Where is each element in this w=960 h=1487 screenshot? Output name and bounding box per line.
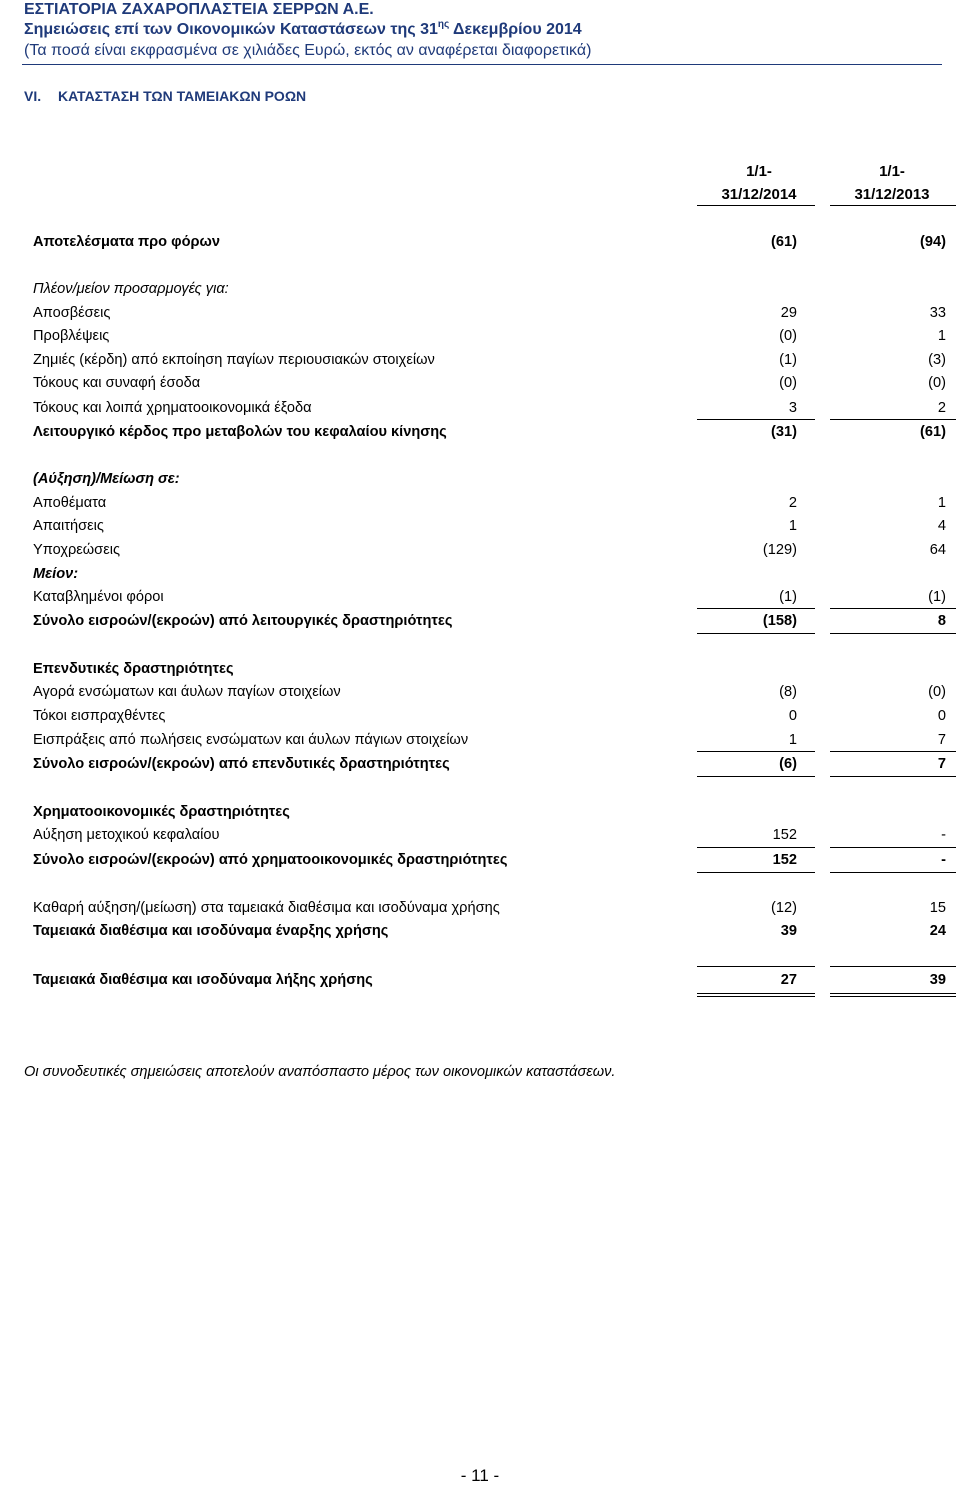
row-label: Μείον:	[33, 566, 79, 582]
row-value-2013: -	[941, 827, 946, 843]
table-row	[0, 968, 960, 992]
row-value-2013: (3)	[928, 352, 946, 368]
table-row	[0, 491, 960, 515]
row-value-2013: 39	[929, 972, 946, 988]
row-value-2014: (31)	[771, 424, 797, 440]
row-label: Λειτουργικό κέρδος προ μεταβολών του κεφαλαίου κίνησης	[33, 424, 447, 440]
row-value-2013: 33	[929, 305, 946, 321]
row-label: Πλέον/μείον προσαρμογές για:	[33, 281, 229, 297]
table-row	[0, 609, 960, 633]
row-value-2014: (1)	[779, 352, 797, 368]
table-row	[0, 538, 960, 562]
row-value-2014: (61)	[771, 234, 797, 250]
column-header-rule-2013	[830, 205, 956, 206]
table-row	[0, 396, 960, 420]
table-row	[0, 324, 960, 348]
notes-title-post: Δεκεμβρίου 2014	[449, 21, 582, 38]
table-row	[0, 420, 960, 444]
row-label: Καταβλημένοι φόροι	[33, 589, 164, 605]
row-value-2014: 152	[772, 852, 797, 868]
table-row	[0, 562, 960, 586]
company-title: ΕΣΤΙΑΤΟΡΙΑ ΖΑΧΑΡΟΠΛΑΣΤΕΙΑ ΣΕΡΡΩΝ Α.Ε.	[24, 1, 374, 18]
double-total-rule	[697, 993, 815, 994]
table-row	[0, 800, 960, 824]
column-header-2013-line1: 1/1-	[879, 163, 905, 180]
column-header-2013-line2: 31/12/2013	[854, 186, 930, 203]
row-value-2013: (0)	[928, 684, 946, 700]
subtotal-rule	[830, 966, 956, 967]
table-row	[0, 848, 960, 872]
notes-title	[24, 20, 582, 40]
total-rule	[830, 633, 956, 634]
row-label: Τόκους και συναφή έσοδα	[33, 375, 201, 391]
row-label: Ταμειακά διαθέσιμα και ισοδύναμα έναρξης χρήσης	[33, 923, 389, 939]
table-row	[0, 823, 960, 847]
row-label: Εισπράξεις από πωλήσεις ενσώματων και άυλων πάγιων στοιχείων	[33, 732, 469, 748]
row-label: Επενδυτικές δραστηριότητες	[33, 661, 234, 677]
double-total-rule	[697, 996, 815, 997]
table-row	[0, 301, 960, 325]
table-row	[0, 919, 960, 943]
row-label: Υποχρεώσεις	[33, 542, 120, 558]
row-value-2013: 15	[929, 900, 946, 916]
row-value-2014: (129)	[762, 542, 797, 558]
row-value-2014: 27	[780, 972, 797, 988]
row-value-2013: 2	[937, 400, 946, 416]
subtotal-rule	[697, 966, 815, 967]
row-value-2013: 24	[929, 923, 946, 939]
row-label: (Αύξηση)/Μείωση σε:	[33, 471, 180, 487]
units-note: (Τα ποσά είναι εκφρασμένα σε χιλιάδες Ευρώ, εκτός αν αναφέρεται διαφορετικά)	[24, 42, 592, 59]
row-value-2013: (61)	[920, 424, 946, 440]
row-value-2014: 3	[788, 400, 797, 416]
row-value-2014: 152	[772, 827, 797, 843]
header-divider	[22, 64, 942, 65]
table-row	[0, 585, 960, 609]
section-number: VI.	[24, 88, 42, 104]
table-row	[0, 680, 960, 704]
total-rule	[697, 776, 815, 777]
row-value-2014: 1	[788, 732, 797, 748]
row-value-2014: (1)	[779, 589, 797, 605]
column-header-rule-2014	[697, 205, 815, 206]
row-label: Καθαρή αύξηση/(μείωση) στα ταμειακά διαθέσιμα και ισοδύναμα χρήσης	[33, 900, 500, 916]
column-header-2014-line1: 1/1-	[746, 163, 772, 180]
section-heading	[24, 88, 306, 104]
double-total-rule	[830, 993, 956, 994]
row-value-2014: (6)	[779, 756, 797, 772]
row-label: Αποτελέσματα προ φόρων	[33, 234, 220, 250]
row-label: Αγορά ενσώματων και άυλων παγίων στοιχείων	[33, 684, 341, 700]
row-value-2013: 0	[937, 708, 946, 724]
row-value-2014: 0	[788, 708, 797, 724]
notes-title-pre: Σημειώσεις επί των Οικονομικών Καταστάσεων της 31	[24, 21, 438, 38]
section-title: ΚΑΤΑΣΤΑΣΗ ΤΩΝ ΤΑΜΕΙΑΚΩΝ ΡΟΩΝ	[58, 88, 307, 104]
table-row	[0, 514, 960, 538]
table-row	[0, 230, 960, 254]
table-row	[0, 752, 960, 776]
row-value-2014: (0)	[779, 375, 797, 391]
column-header-2014	[700, 160, 818, 206]
row-value-2013: 7	[937, 732, 946, 748]
row-label: Απαιτήσεις	[33, 518, 104, 534]
column-header-2013	[833, 160, 951, 206]
row-label: Αποθέματα	[33, 495, 107, 511]
table-row	[0, 371, 960, 395]
row-label: Τόκοι εισπραχθέντες	[33, 708, 166, 724]
row-label: Αύξηση μετοχικού κεφαλαίου	[33, 827, 220, 843]
page-number: - 11 -	[460, 1466, 500, 1485]
row-value-2014: 2	[788, 495, 797, 511]
total-rule	[830, 776, 956, 777]
row-value-2013: 7	[937, 756, 946, 772]
row-value-2013: 1	[937, 328, 946, 344]
table-row	[0, 896, 960, 920]
row-value-2014: (12)	[771, 900, 797, 916]
footnote: Οι συνοδευτικές σημειώσεις αποτελούν αναπόσπαστο μέρος των οικονομικών καταστάσεων.	[24, 1064, 616, 1080]
row-value-2014: 1	[788, 518, 797, 534]
column-header-2014-line2: 31/12/2014	[721, 186, 797, 203]
row-value-2013: -	[941, 852, 946, 868]
row-value-2013: 64	[929, 542, 946, 558]
double-total-rule	[830, 996, 956, 997]
notes-title-sup: ης	[437, 19, 450, 30]
row-label: Ταμειακά διαθέσιμα και ισοδύναμα λήξης χρήσης	[33, 972, 373, 988]
table-row	[0, 277, 960, 301]
table-row	[0, 704, 960, 728]
row-label: Τόκους και λοιπά χρηματοοικονομικά έξοδα	[33, 400, 312, 416]
row-value-2014: (8)	[779, 684, 797, 700]
table-row	[0, 657, 960, 681]
row-label: Σύνολο εισροών/(εκροών) από χρηματοοικονομικές δραστηριότητες	[33, 852, 508, 868]
row-value-2013: (0)	[928, 375, 946, 391]
row-value-2014: (0)	[779, 328, 797, 344]
row-value-2014: 39	[780, 923, 797, 939]
row-label: Σύνολο εισροών/(εκροών) από επενδυτικές δραστηριότητες	[33, 756, 450, 772]
row-label: Προβλέψεις	[33, 328, 110, 344]
total-rule	[697, 872, 815, 873]
row-value-2014: 29	[780, 305, 797, 321]
total-rule	[830, 872, 956, 873]
total-rule	[697, 633, 815, 634]
row-label: Αποσβέσεις	[33, 305, 111, 321]
row-label: Ζημιές (κέρδη) από εκποίηση παγίων περιουσιακών στοιχείων	[33, 352, 435, 368]
row-label: Σύνολο εισροών/(εκροών) από λειτουργικές δραστηριότητες	[33, 613, 453, 629]
row-value-2013: (94)	[920, 234, 946, 250]
row-label: Χρηματοοικονομικές δραστηριότητες	[33, 804, 290, 820]
row-value-2013: 4	[937, 518, 946, 534]
table-row	[0, 728, 960, 752]
row-value-2013: (1)	[928, 589, 946, 605]
row-value-2014: (158)	[762, 613, 797, 629]
table-row	[0, 348, 960, 372]
row-value-2013: 1	[937, 495, 946, 511]
table-row	[0, 467, 960, 491]
row-value-2013: 8	[937, 613, 946, 629]
